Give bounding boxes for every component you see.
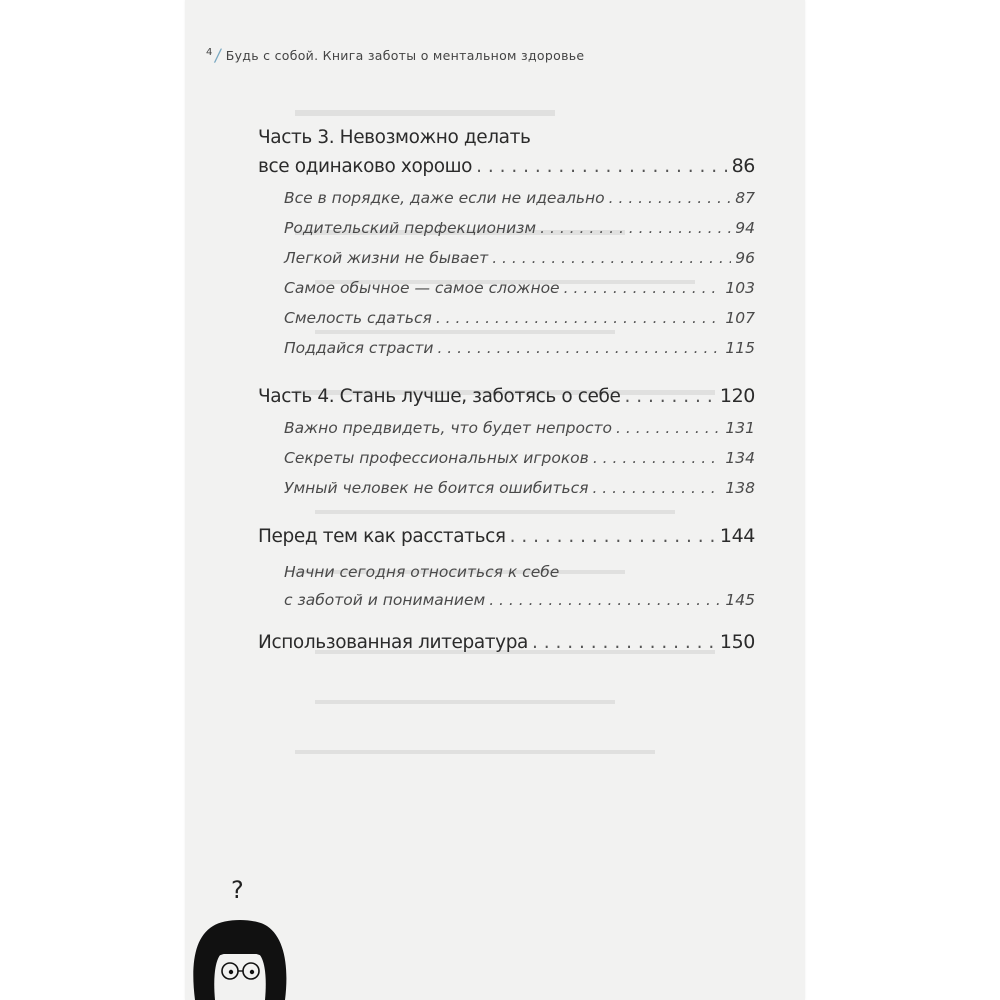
question-mark-icon: ? <box>231 876 244 904</box>
leader-dots <box>492 249 731 267</box>
toc-part4-entry <box>258 385 755 407</box>
chapter-title: Легкой жизни не бывает <box>284 249 489 267</box>
leader-dots <box>540 219 731 237</box>
toc-references-page: 150 <box>719 631 755 653</box>
leader-dots <box>476 156 728 177</box>
chapter-page: 94 <box>735 219 755 237</box>
toc-chapter <box>258 419 755 449</box>
toc-chapter <box>258 189 755 219</box>
toc-chapter <box>258 309 755 339</box>
chapter-title: Секреты профессиональных игроков <box>284 449 589 467</box>
chapter-title: Родительский перфекционизм <box>284 219 537 237</box>
toc-part3-title-line1: Часть 3. Невозможно делать <box>258 127 531 148</box>
book-title: Будь с собой. Книга заботы о ментальном здоровье <box>225 48 585 63</box>
chapter-title: Важно предвидеть, что будет непросто <box>284 419 613 437</box>
toc-part3-chapters <box>258 189 755 369</box>
toc-farewell-page: 144 <box>719 525 755 547</box>
chapter-page: 145 <box>725 591 755 609</box>
toc-farewell-chapters <box>258 561 755 609</box>
toc-chapter <box>258 249 755 279</box>
table-of-contents <box>258 126 755 653</box>
chapter-page: 87 <box>735 189 755 207</box>
toc-part4-page: 120 <box>719 385 755 407</box>
toc-farewell-entry <box>258 525 755 547</box>
chapter-title: Смелость сдаться <box>284 309 432 327</box>
chapter-page: 134 <box>725 449 755 467</box>
leader-dots <box>592 479 721 497</box>
girl-with-glasses-illustration <box>185 868 295 1000</box>
leader-dots <box>564 279 722 297</box>
chapter-title: Самое обычное — самое сложное <box>284 279 560 297</box>
toc-part3-entry <box>258 155 755 177</box>
leader-dots <box>489 591 721 609</box>
chapter-page: 131 <box>725 419 755 437</box>
toc-farewell-title: Перед тем как расстаться <box>258 526 506 547</box>
slash-ornament: / <box>212 46 223 66</box>
toc-chapter <box>258 591 755 609</box>
leader-dots <box>624 386 715 407</box>
page-number: 4 <box>206 47 213 58</box>
chapter-page: 96 <box>735 249 755 267</box>
toc-chapter <box>258 219 755 249</box>
chapter-title-line1: Начни сегодня относиться к себе <box>284 563 560 581</box>
chapter-page: 103 <box>725 279 755 297</box>
toc-part4-chapters <box>258 419 755 509</box>
chapter-page: 107 <box>725 309 755 327</box>
chapter-title: Умный человек не боится ошибиться <box>284 479 589 497</box>
chapter-title: Все в порядке, даже если не идеально <box>284 189 605 207</box>
chapter-page: 115 <box>725 339 755 357</box>
toc-chapter <box>258 339 755 369</box>
leader-dots <box>609 189 732 207</box>
toc-part3-page: 86 <box>731 155 755 177</box>
running-head <box>206 46 584 66</box>
toc-part4-title: Часть 4. Стань лучше, заботясь о себе <box>258 386 621 407</box>
book-page <box>185 0 805 1000</box>
leader-dots <box>593 449 722 467</box>
leader-dots <box>532 632 716 653</box>
toc-chapter <box>258 279 755 309</box>
chapter-title-line2: с заботой и пониманием <box>284 591 486 609</box>
toc-part3-title-line2: все одинаково хорошо <box>258 156 473 177</box>
chapter-title: Поддайся страсти <box>284 339 434 357</box>
leader-dots <box>510 526 716 547</box>
toc-references-title: Использованная литература <box>258 632 528 653</box>
chapter-page: 138 <box>725 479 755 497</box>
toc-chapter <box>258 449 755 479</box>
leader-dots <box>436 309 722 327</box>
leader-dots <box>437 339 721 357</box>
toc-references-entry <box>258 631 755 653</box>
toc-chapter <box>258 479 755 509</box>
leader-dots <box>616 419 721 437</box>
